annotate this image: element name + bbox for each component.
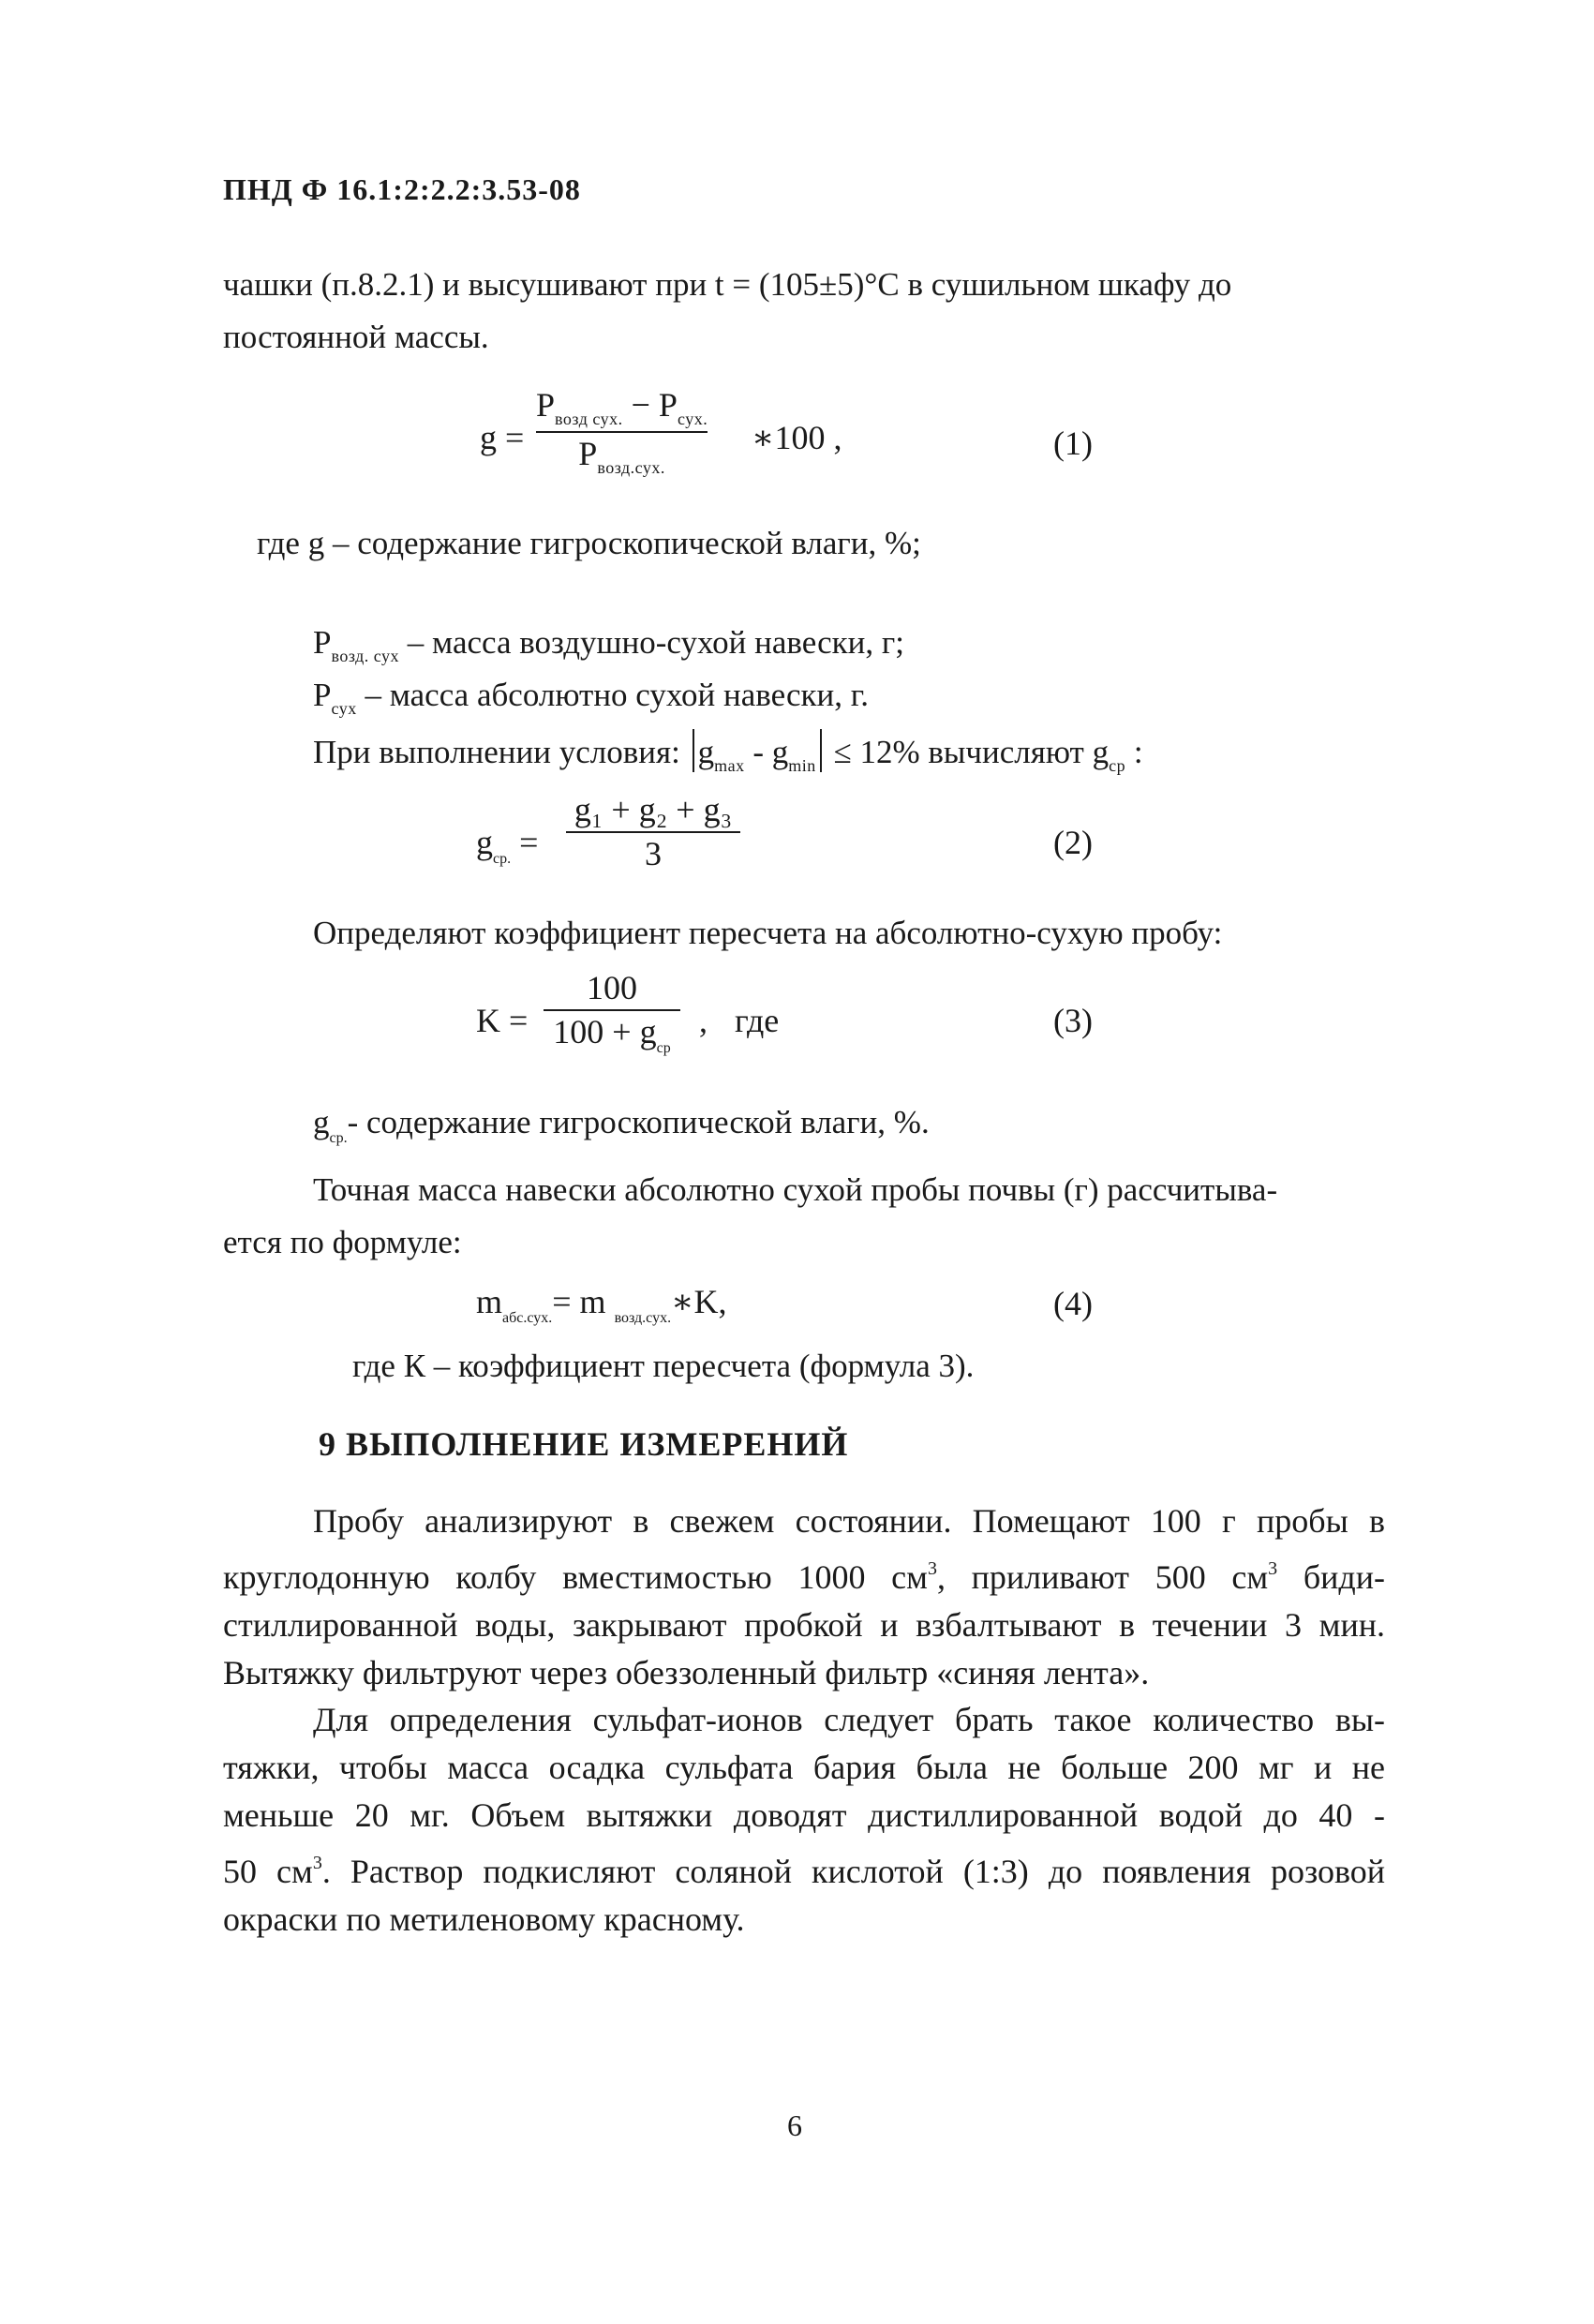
formula1-fraction xyxy=(536,386,708,477)
where1-p-air: $P_{возд. сух}$ – масса воздушно-сухой навески, г; xyxy=(313,624,904,665)
document-code-header: ПНД Ф 16.1:2:2.2:3.53-08 xyxy=(223,172,581,206)
paragraph1-line-1: Пробу анализируют в свежем состоянии. Помещают 100 г пробы в xyxy=(313,1502,1385,1540)
formula3-numerator: 100 xyxy=(587,969,637,1006)
section-9-heading: 9 ВЫПОЛНЕНИЕ ИЗМЕРЕНИЙ xyxy=(319,1425,849,1463)
paragraph2-line-5: окраски по метиленовому красному. xyxy=(223,1900,745,1938)
formula2-number: (2) xyxy=(1053,824,1093,861)
formula3-number: (3) xyxy=(1053,1002,1093,1039)
formula3-where: где xyxy=(735,1002,780,1039)
formula1-numerator: $P_{возд сух.} - P_{сух.}$ xyxy=(536,386,708,428)
formula3-lhs: K = xyxy=(476,1002,529,1039)
exact-mass-line-1: Точная масса навески абсолютно сухой пробы почвы (г) рассчитыва- xyxy=(313,1171,1278,1208)
paragraph1-line-3: стиллированной воды, закрывают пробкой и взбалтывают в течении 3 мин. xyxy=(223,1606,1385,1644)
paragraph2-line-1: Для определения сульфат-ионов следует брать такое количество вы- xyxy=(313,1701,1385,1738)
formula3-denominator: $100 + g_{ср}$ xyxy=(553,1013,671,1057)
formula1-denominator: $P_{возд.сух.}$ xyxy=(578,434,665,477)
exact-mass-line-2: ется по формуле: xyxy=(223,1224,462,1260)
formula1-fraction-bar xyxy=(536,431,708,433)
formula1-lhs: g = xyxy=(480,419,525,456)
formula1-number: (1) xyxy=(1053,425,1093,462)
abs-bar-right xyxy=(820,729,822,772)
intro-line-2: постоянной массы. xyxy=(223,319,489,355)
paragraph2-line-4: 50 $см^3$. Раствор подкисляют соляной кислотой (1:3) до появления розовой xyxy=(223,1853,1386,1890)
intro-line-1: чашки (п.8.2.1) и высушивают при t = (105±5)°С в сушильном шкафу до xyxy=(223,266,1232,303)
paragraph1-line-2: круглодонную колбу вместимостью 1000 $см^3$, приливают 500 $см^3$ биди- xyxy=(223,1558,1386,1596)
abs-bar-left xyxy=(693,729,694,772)
where4-text: где К – коэффициент пересчета (формула 3). xyxy=(352,1348,975,1384)
formula2-numerator: g₁ + g₂ + g₃ xyxy=(574,791,733,828)
paragraph2-line-2: тяжки, чтобы масса осадка сульфата бария была не больше 200 мг и не xyxy=(223,1749,1385,1786)
where1-p-dry: $P_{сух}$ – масса абсолютно сухой навески, г. xyxy=(313,677,869,718)
page-number: 6 xyxy=(787,2108,802,2142)
paragraph-sulfate-determination xyxy=(223,1696,1385,1944)
formula2-lhs: $g_{ср.}$ = xyxy=(476,824,539,867)
where1-condition: При выполнении условия: $g_{max} - g_{min} \le 12\%$ вычисляют $g_{ср}$ : xyxy=(313,729,1143,776)
formula2-fraction-bar xyxy=(566,831,740,833)
coefficient-intro: Определяют коэффициент пересчета на абсолютно-сухую пробу: xyxy=(313,915,1223,951)
formula4: $m_{абс.сух.}= m$ $_{возд.сух.}$∗K, xyxy=(476,1283,727,1326)
formula2-fraction xyxy=(566,791,740,874)
formula3-fraction-bar xyxy=(544,1009,680,1011)
paragraph2-line-3: меньше 20 мг. Объем вытяжки доводят дистиллированной водой до 40 - xyxy=(223,1796,1385,1834)
where1-intro: где g – содержание гигроскопической влаги, %; xyxy=(257,525,921,561)
formula4-number: (4) xyxy=(1053,1285,1093,1322)
formula3-comma: , xyxy=(699,1002,708,1039)
gcp-definition: $g_{ср.}-$ содержание гигроскопической влаги, %. xyxy=(313,1104,930,1146)
formula2-denominator: 3 xyxy=(645,835,662,873)
paragraph1-line-4: Вытяжку фильтруют через обеззоленный фильтр «синяя лента». xyxy=(223,1654,1150,1691)
formula1-tail: ∗100 , xyxy=(752,419,842,456)
paragraph-sample-analysis xyxy=(223,1497,1385,1697)
formula3-fraction xyxy=(544,969,680,1058)
